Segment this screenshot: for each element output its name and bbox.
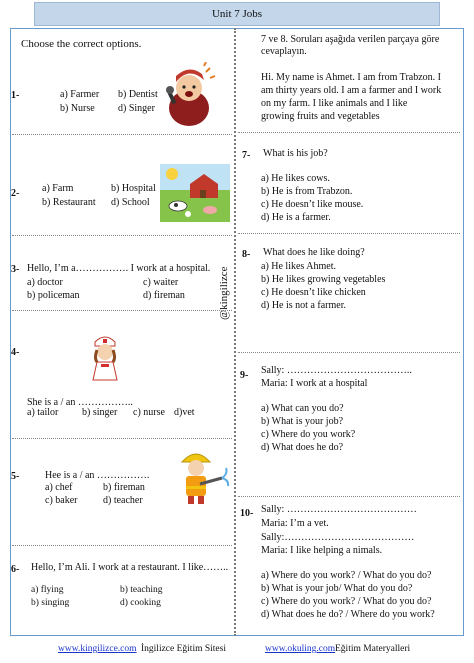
reading-intro-line1: 7 ve 8. Soruları aşağıda verilen parçaya göre [261, 34, 440, 45]
q8-option-d[interactable]: d) He is not a farmer. [261, 300, 346, 311]
singer-illustration [158, 62, 220, 128]
q3-option-a[interactable]: a) doctor [27, 277, 63, 288]
q5-option-d[interactable]: d) teacher [103, 495, 143, 506]
q9-dialog-line2: Maria: I work at a hospital [261, 378, 368, 389]
column-divider [234, 28, 236, 636]
q6-option-b[interactable]: b) teaching [120, 585, 163, 595]
footer-link-okuling[interactable]: www.okuling.com [265, 644, 336, 654]
q1-option-c[interactable]: b) Nurse [60, 103, 95, 114]
q10-dialog-line2: Maria: I’m a vet. [261, 518, 329, 529]
side-watermark: @kingilizce [218, 266, 230, 320]
reading-intro-line2: cevaplayın. [261, 46, 307, 57]
q9-option-c[interactable]: c) Where do you work? [261, 429, 356, 440]
q3-stem: Hello, I’m a……………. I work at a hospital. [27, 263, 211, 274]
separator [12, 545, 232, 546]
separator [238, 233, 460, 234]
q1-number: 1- [11, 90, 20, 101]
q2-option-a[interactable]: a) Farm [42, 183, 74, 194]
q10-dialog-line3: Sally:………………………………… [261, 532, 415, 543]
nurse-illustration [88, 334, 122, 382]
q10-dialog-line1: Sally: ………………………………… [261, 504, 417, 515]
q6-stem: Hello, I’m Ali. I work at a restaurant. I like…….. [31, 562, 229, 573]
q5-stem: Hee is a / an ……………. [45, 470, 150, 481]
q8-number: 8- [242, 249, 251, 260]
q8-option-a[interactable]: a) He likes Ahmet. [261, 261, 336, 272]
q4-option-d[interactable]: d)vet [174, 407, 195, 418]
q2-number: 2- [11, 188, 20, 199]
page-title: Unit 7 Jobs [34, 2, 440, 26]
q4-option-c[interactable]: c) nurse [133, 407, 165, 418]
q7-option-d[interactable]: d) He is a farmer. [261, 212, 331, 223]
q4-option-b[interactable]: b) singer [82, 407, 118, 418]
q10-option-a[interactable]: a) Where do you work? / What do you do? [261, 570, 432, 581]
separator [12, 438, 232, 439]
q5-option-a[interactable]: a) chef [45, 482, 73, 493]
q1-option-d[interactable]: d) Singer [118, 103, 155, 114]
farm-illustration [160, 164, 230, 222]
q10-dialog-line4: Maria: I like helping a nimals. [261, 545, 383, 556]
q5-option-c[interactable]: c) baker [45, 495, 78, 506]
q7-option-b[interactable]: b) He is from Trabzon. [261, 186, 353, 197]
q6-option-d[interactable]: d) cooking [120, 598, 161, 608]
passage-line-2: am thirty years old. I am a farmer and I work [261, 85, 442, 96]
q6-option-c[interactable]: b) singing [31, 598, 70, 608]
q9-number: 9- [240, 370, 249, 381]
q8-stem: What does he like doing? [263, 247, 365, 258]
q2-option-c[interactable]: b) Restaurant [42, 197, 96, 208]
q9-dialog-line1: Sally: ……………………………….. [261, 365, 412, 376]
passage-line-4: growing fruits and vegetables [261, 111, 380, 122]
q9-option-a[interactable]: a) What can you do? [261, 403, 344, 414]
q8-option-b[interactable]: b) He likes growing vegetables [261, 274, 386, 285]
separator [12, 134, 232, 135]
q2-option-b[interactable]: b) Hospital [111, 183, 156, 194]
separator [238, 496, 460, 497]
footer-link-kingilizce[interactable]: www.kingilizce.com [58, 644, 137, 654]
q3-option-b[interactable]: c) waiter [143, 277, 179, 288]
q4-option-a[interactable]: a) tailor [27, 407, 59, 418]
q7-number: 7- [242, 150, 251, 161]
q5-number: 5- [11, 471, 20, 482]
q10-option-c[interactable]: c) Where do you work? / What do you do? [261, 596, 432, 607]
q4-number: 4- [11, 347, 20, 358]
separator [238, 352, 460, 353]
q9-option-d[interactable]: d) What does he do? [261, 442, 344, 453]
q6-option-a[interactable]: a) flying [31, 585, 64, 595]
passage-line-1: Hi. My name is Ahmet. I am from Trabzon. I [261, 72, 441, 83]
passage-line-3: on my farm. I like animals and I like [261, 98, 408, 109]
instruction: Choose the correct options. [21, 38, 142, 50]
fireman-illustration [170, 448, 230, 506]
q7-option-c[interactable]: c) He doesn’t like mouse. [261, 199, 364, 210]
q5-option-b[interactable]: b) fireman [103, 482, 145, 493]
separator [12, 310, 232, 311]
q4-stem: She is a / an …………….. [27, 397, 133, 408]
q8-option-c[interactable]: c) He doesn’t like chicken [261, 287, 366, 298]
separator [12, 235, 232, 236]
q2-option-d[interactable]: d) School [111, 197, 150, 208]
q6-number: 6- [11, 564, 20, 575]
q3-number: 3- [11, 264, 20, 275]
q9-option-b[interactable]: b) What is your job? [261, 416, 344, 427]
q3-option-d[interactable]: d) fireman [143, 290, 185, 301]
q10-option-b[interactable]: b) What is your job/ What do you do? [261, 583, 413, 594]
separator [238, 132, 460, 133]
q10-number: 10- [240, 508, 254, 519]
q7-option-a[interactable]: a) He likes cows. [261, 173, 330, 184]
footer-text-1: İngilizce Eğitim Sitesi [141, 644, 226, 654]
q3-option-c[interactable]: b) policeman [27, 290, 80, 301]
q7-stem: What is his job? [263, 148, 328, 159]
q10-option-d[interactable]: d) What does he do? / Where do you work? [261, 609, 435, 620]
q1-option-b[interactable]: b) Dentist [118, 89, 158, 100]
q1-option-a[interactable]: a) Farmer [60, 89, 100, 100]
footer-text-2: Eğitim Materyalleri [335, 644, 411, 654]
